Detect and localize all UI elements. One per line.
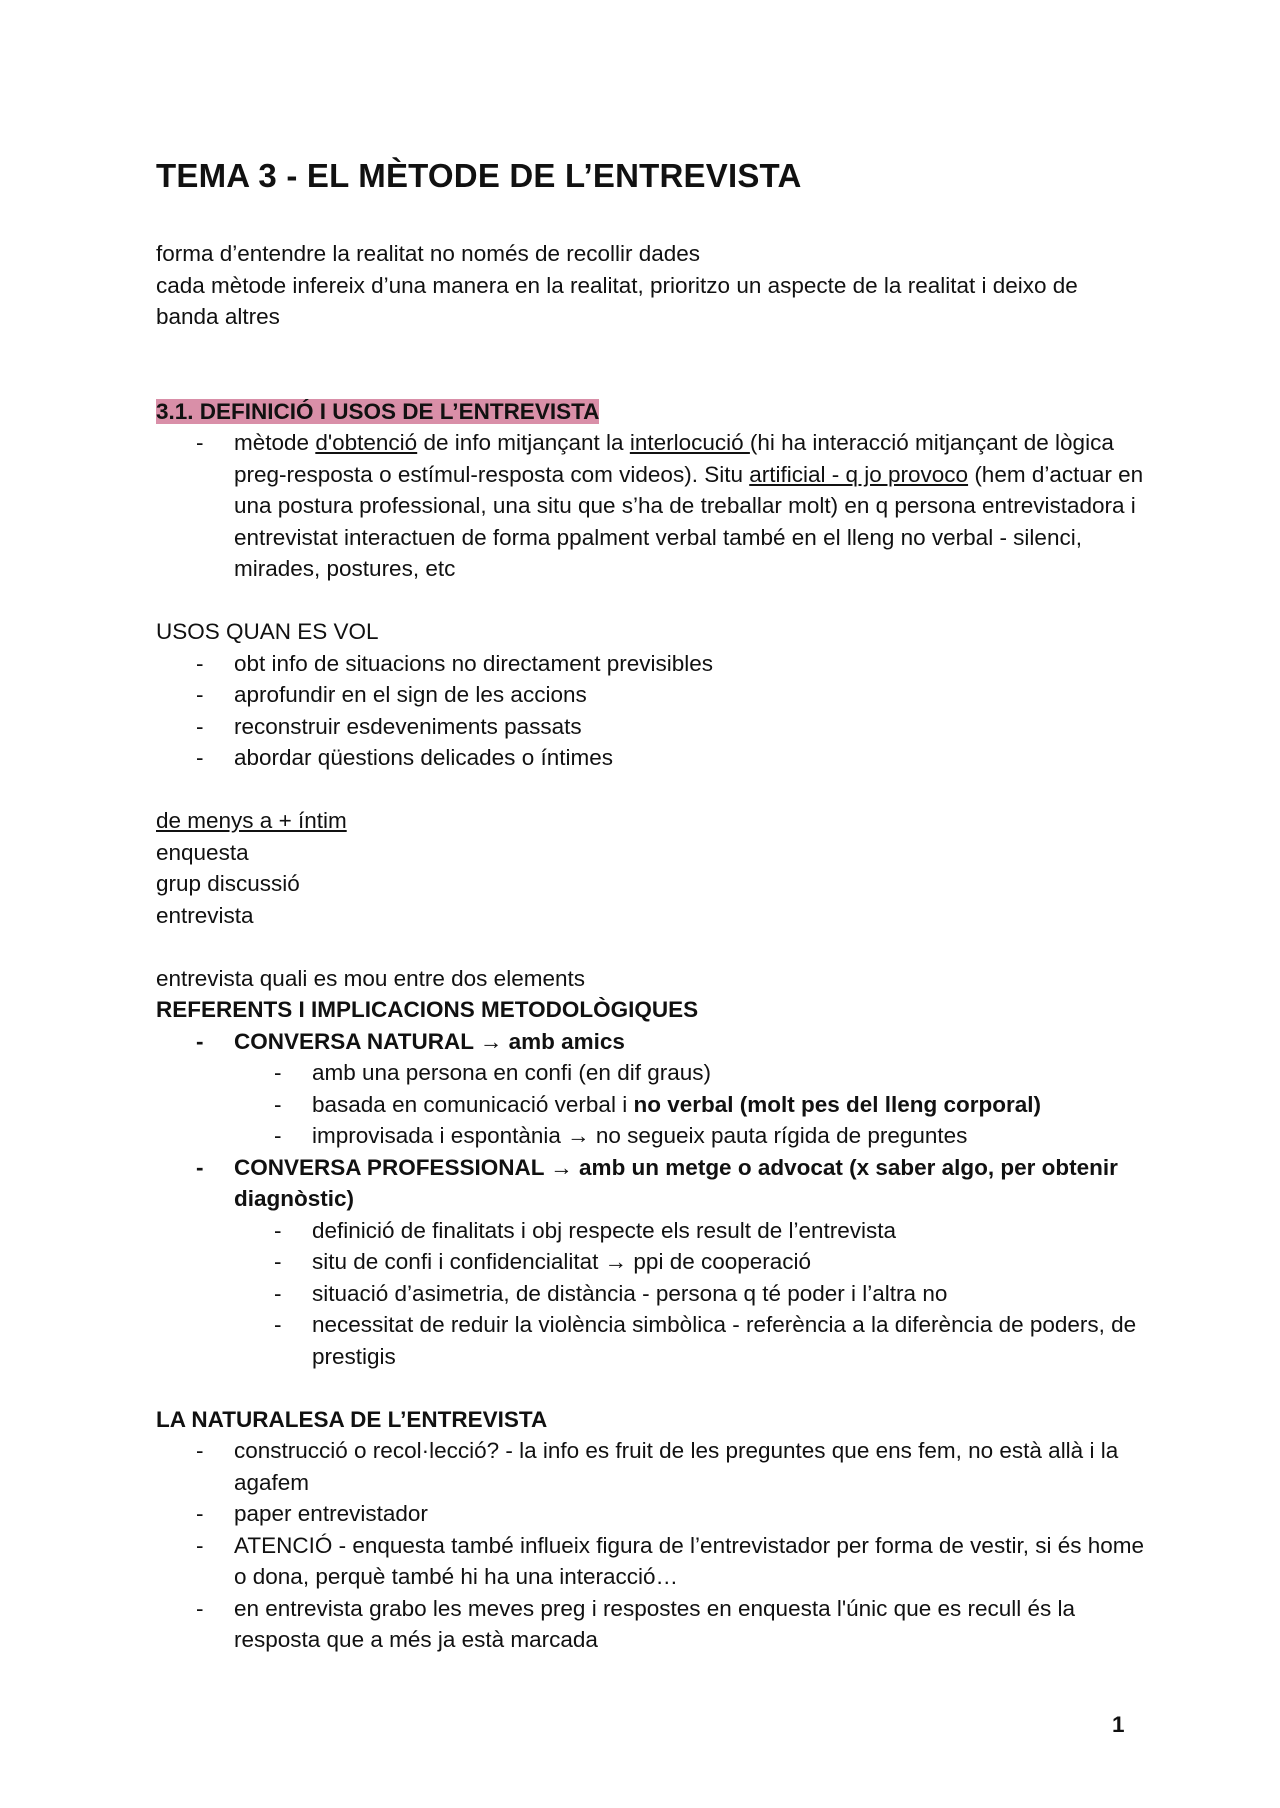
list-item: - mètode d'obtenció de info mitjançant la interlocució (hi ha interacció mitjançant de lògica preg-resposta o estímul-resposta com videos). Situ artificial - q jo provoco (hem d’actuar en una postura professional, una situ que s’ha de treballar molt) en q persona entrevistadora i entrevistat interactuen de forma ppalment verbal també en el lleng no verbal - silenci, mirades, postures, etc	[196, 430, 1144, 581]
list-item: - necessitat de reduir la violència simbòlica - referència a la diferència de poders, de prestigis	[274, 1312, 1137, 1369]
intro-line: forma d’entendre la realitat no només de recollir dades	[156, 241, 701, 266]
intro-line: cada mètode infereix d’una manera en la realitat, prioritzo un aspecte de la realitat i deixo de banda altres	[156, 272, 1078, 329]
intim-item: entrevista	[156, 902, 254, 928]
list-item: - definició de finalitats i obj respecte els result de l’entrevista	[274, 1217, 897, 1243]
list-item: - basada en comunicació verbal i no verbal (molt pes del lleng corporal)	[274, 1091, 1042, 1117]
list-item: - situ de confi i confidencialitat → ppi de cooperació	[274, 1249, 812, 1274]
list-item: - abordar qüestions delicades o íntimes	[196, 745, 613, 770]
list-item: - situació d’asimetria, de distància - persona q té poder i l’altra no	[274, 1280, 948, 1306]
list-item: - improvisada i espontània → no segueix pauta rígida de preguntes	[274, 1123, 968, 1148]
intim-heading: de menys a + íntim	[156, 808, 347, 833]
list-item: - construcció o recol·lecció? - la info es fruit de les preguntes que ens fem, no està allà i la agafem	[196, 1438, 1119, 1495]
page-number: 1	[1112, 1712, 1125, 1737]
usos-heading: USOS QUAN ES VOL	[156, 619, 379, 644]
naturalesa-list	[156, 1435, 1146, 1656]
highlighted-heading: 3.1. DEFINICIÓ I USOS DE L’ENTREVISTA	[156, 398, 600, 424]
list-item: - CONVERSA PROFESSIONAL → amb un metge o advocat (x saber algo, per obtenir diagnòstic)	[196, 1154, 1118, 1211]
list-item: - aprofundir en el sign de les accions	[196, 682, 587, 707]
naturalesa-heading: LA NATURALESA DE L’ENTREVISTA	[156, 1406, 548, 1432]
list-item: - reconstruir esdeveniments passats	[196, 713, 582, 739]
page-title: TEMA 3 - EL MÈTODE DE L’ENTREVISTA	[156, 157, 802, 194]
list-item: - amb una persona en confi (en dif graus)	[274, 1060, 711, 1085]
intim-item: grup discussió	[156, 871, 300, 896]
section-heading	[156, 396, 1146, 428]
list-item: - obt info de situacions no directament previsibles	[196, 650, 714, 676]
list-item: - ATENCIÓ - enquesta també influeix figura de l’entrevistador per forma de vestir, si és home o dona, perquè també hi ha una interacció…	[196, 1532, 1144, 1589]
definition-list	[156, 427, 1146, 585]
intim-item: enquesta	[156, 839, 249, 865]
list-item: - CONVERSA NATURAL → amb amics	[196, 1028, 625, 1054]
list-item: - en entrevista grabo les meves preg i respostes en enquesta l'únic que es recull és la resposta que a més ja està marcada	[196, 1595, 1076, 1652]
list-item: - paper entrevistador	[196, 1501, 428, 1526]
document-content	[156, 150, 1146, 1656]
usos-list	[156, 648, 1146, 774]
referents-list	[156, 1026, 1146, 1373]
referents-heading: REFERENTS I IMPLICACIONS METODOLÒGIQUES	[156, 997, 699, 1022]
referents-intro: entrevista quali es mou entre dos elements	[156, 965, 585, 991]
